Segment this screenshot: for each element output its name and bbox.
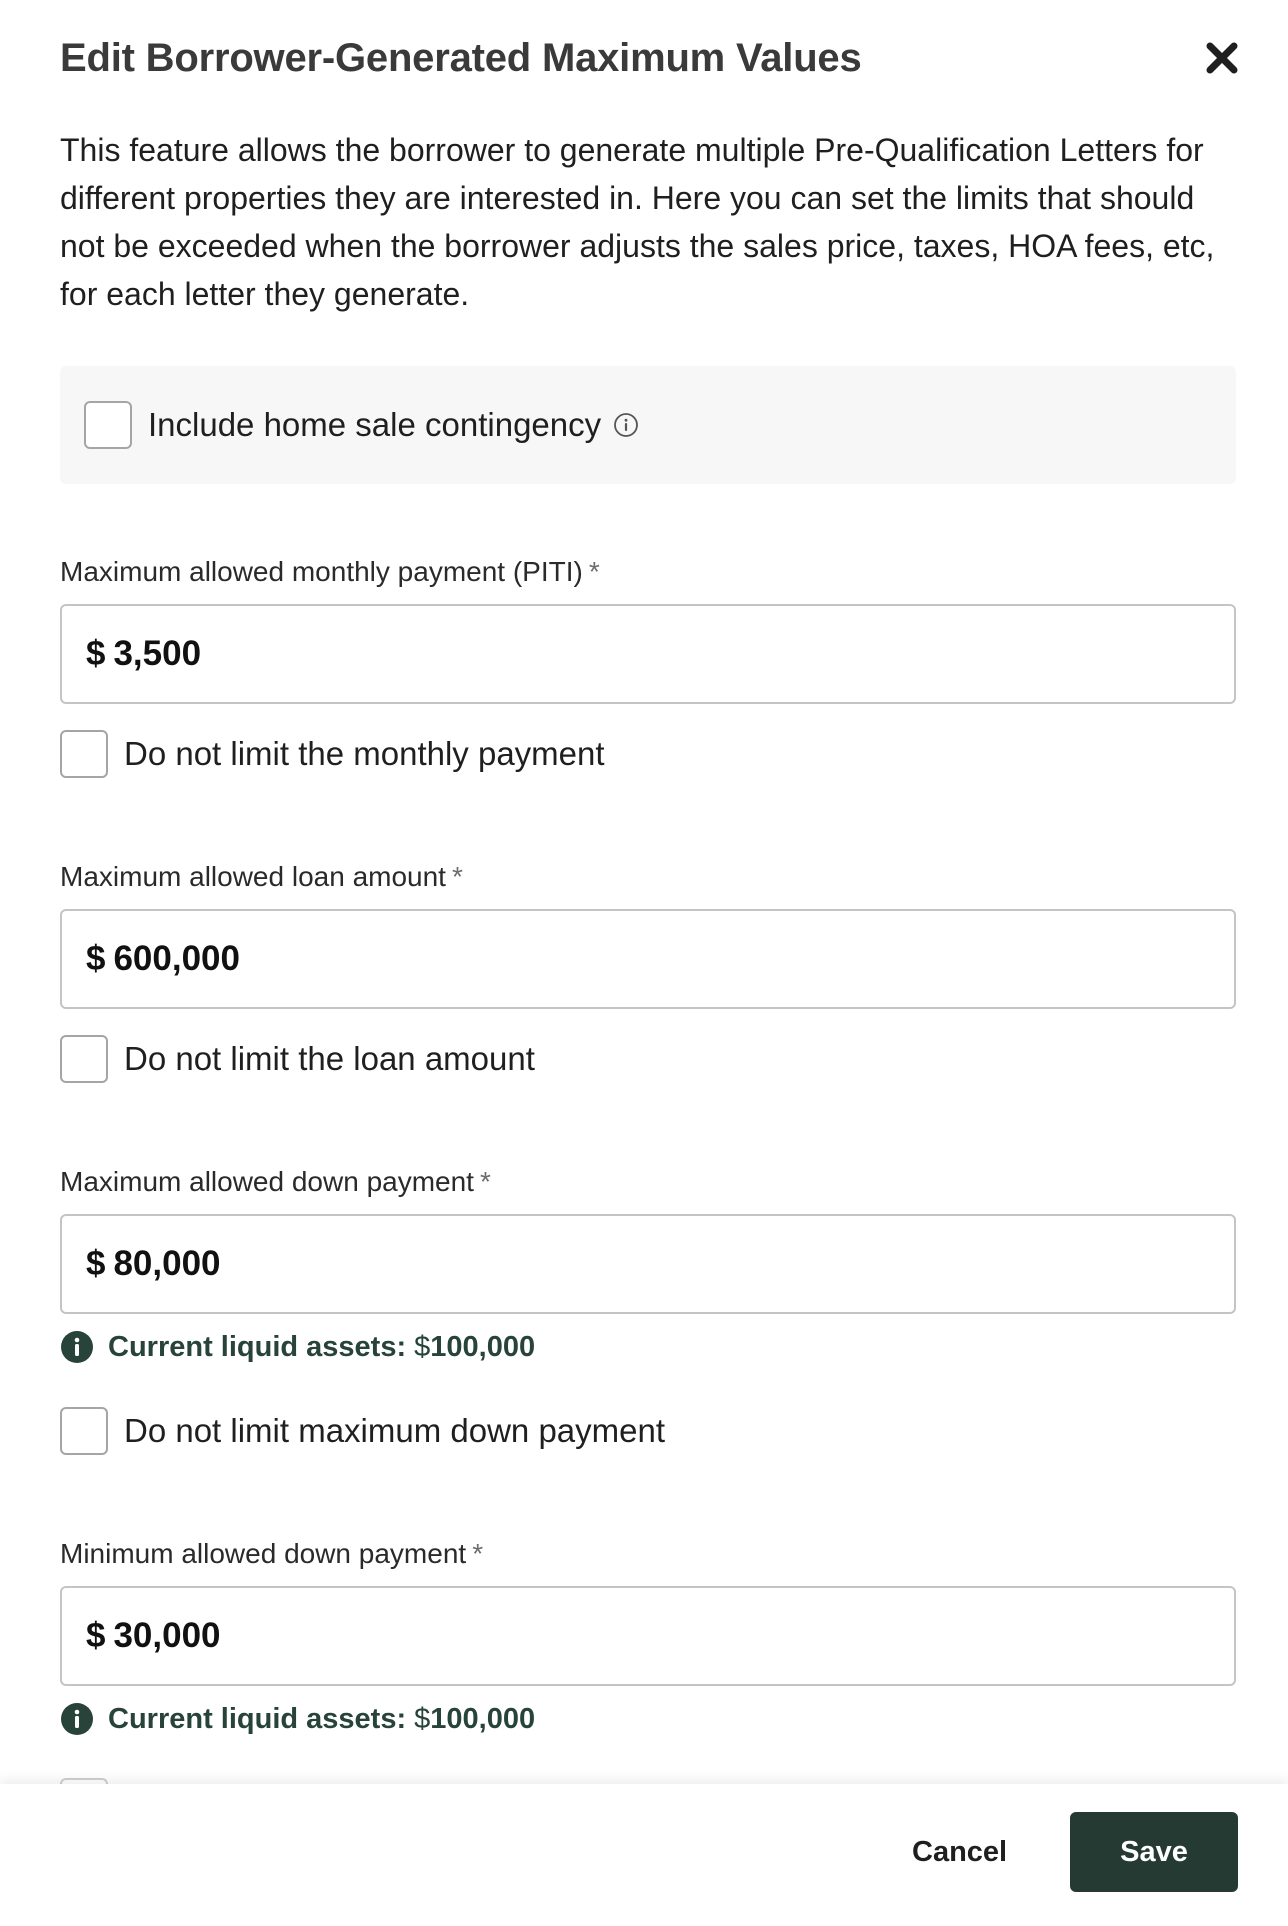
no-limit-max-down-label[interactable]: Do not limit maximum down payment — [124, 1412, 666, 1449]
assets-amount — [414, 1703, 535, 1736]
required-mark: * — [451, 861, 463, 892]
min-down-assets-hint — [60, 1702, 535, 1736]
info-outline-icon[interactable] — [613, 412, 639, 438]
assets-currency: $ — [414, 1702, 431, 1735]
home-sale-contingency-label[interactable]: Include home sale contingency — [148, 406, 602, 443]
min-down-payment-input[interactable] — [60, 1586, 1236, 1686]
assets-label: Current liquid assets: — [108, 1702, 407, 1735]
max-down-payment-input[interactable] — [60, 1214, 1236, 1314]
assets-value: 100,000 — [430, 1702, 536, 1735]
no-limit-max-down-row[interactable] — [60, 1407, 665, 1455]
info-filled-icon — [60, 1702, 94, 1736]
assets-value: 100,000 — [430, 1330, 536, 1363]
required-mark: * — [479, 1166, 491, 1197]
no-limit-monthly-row[interactable] — [60, 730, 605, 778]
no-limit-monthly-checkbox[interactable] — [60, 730, 108, 778]
monthly-payment-input[interactable] — [60, 604, 1236, 704]
modal-description: This feature allows the borrower to generate multiple Pre-Qualification Letters for different properties they are interested in. Here you can set the limits that should not be exceeded when the borrower adjusts the sales price, taxes, HOA fees, etc, for each letter they generate. — [60, 132, 1215, 312]
no-limit-loan-checkbox[interactable] — [60, 1035, 108, 1083]
no-limit-loan-label[interactable]: Do not limit the loan amount — [124, 1040, 535, 1077]
loan-amount-input[interactable] — [60, 909, 1236, 1009]
required-mark: * — [472, 1538, 484, 1569]
max-down-payment-label — [60, 1166, 491, 1198]
monthly-payment-value: 3,500 — [113, 634, 202, 673]
currency-symbol: $ — [86, 1244, 106, 1283]
currency-symbol: $ — [86, 939, 106, 978]
loan-amount-label-text: Maximum allowed loan amount — [60, 861, 446, 892]
modal-title: Edit Borrower-Generated Maximum Values — [60, 35, 862, 80]
currency-symbol: $ — [86, 634, 106, 673]
home-sale-contingency-checkbox[interactable] — [84, 401, 132, 449]
min-down-payment-label-text: Minimum allowed down payment — [60, 1538, 467, 1569]
required-mark: * — [588, 556, 600, 587]
monthly-payment-label — [60, 556, 600, 588]
monthly-payment-label-text: Maximum allowed monthly payment (PITI) — [60, 556, 583, 587]
max-down-payment-value: 80,000 — [113, 1244, 221, 1283]
close-icon — [1205, 41, 1239, 75]
loan-amount-value: 600,000 — [113, 939, 240, 978]
close-button[interactable] — [1198, 34, 1246, 82]
info-filled-icon — [60, 1330, 94, 1364]
no-limit-loan-row[interactable] — [60, 1035, 535, 1083]
max-down-payment-label-text: Maximum allowed down payment — [60, 1166, 474, 1197]
currency-symbol: $ — [86, 1616, 106, 1655]
save-button[interactable]: Save — [1070, 1812, 1238, 1892]
min-down-payment-value: 30,000 — [113, 1616, 221, 1655]
min-down-payment-label — [60, 1538, 483, 1570]
modal-header — [60, 30, 1240, 86]
assets-currency: $ — [414, 1330, 431, 1363]
loan-amount-label — [60, 861, 463, 893]
no-limit-monthly-label[interactable]: Do not limit the monthly payment — [124, 735, 605, 772]
contingency-panel — [60, 366, 1236, 484]
max-down-assets-hint — [60, 1330, 535, 1364]
cancel-button[interactable]: Cancel — [912, 1835, 1008, 1868]
no-limit-max-down-checkbox[interactable] — [60, 1407, 108, 1455]
assets-label: Current liquid assets: — [108, 1330, 407, 1363]
assets-amount — [414, 1331, 535, 1364]
